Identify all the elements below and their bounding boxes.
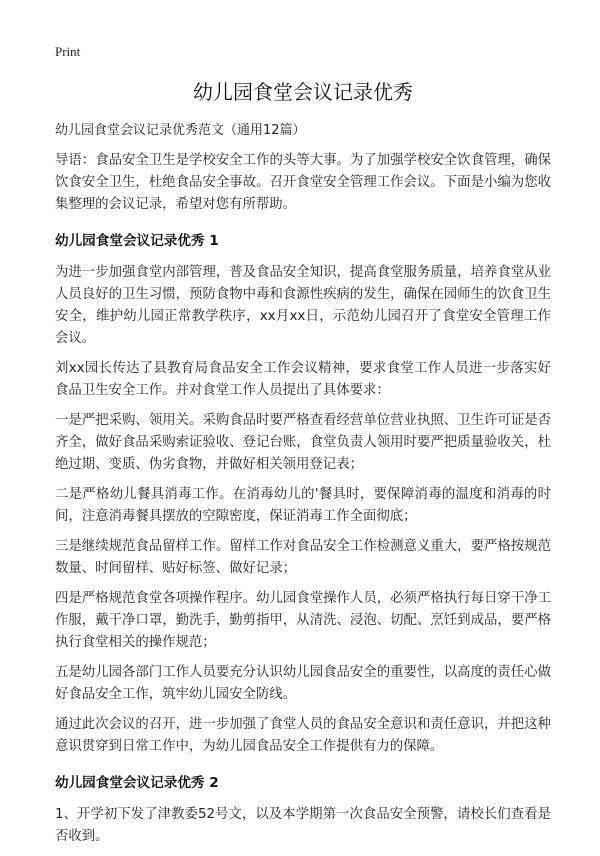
section-heading-1: 幼儿园食堂会议记录优秀 1 (55, 233, 219, 249)
document-subtitle: 幼儿园食堂会议记录优秀范文（通用12篇） (55, 123, 306, 138)
section-1-paragraph: 刘xx园长传达了县教育局食品安全工作会议精神，要求食堂工作人员进一步落实好食品卫生安全工作。并对食堂工作人员提出了具体要求： (55, 361, 551, 398)
section-1-paragraph: 五是幼儿园各部门工作人员要充分认识幼儿园食品安全的重要性，以高度的责任心做好食品安全工作，筑牢幼儿园安全防线。 (55, 665, 551, 702)
section-1-paragraph: 三是继续规范食品留样工作。留样工作对食品安全工作检测意义重大，要严格按规范数量、时间留样、贴好标签、做好记录； (55, 539, 551, 576)
page-title: 幼儿园食堂会议记录优秀 (193, 80, 413, 104)
section-1-paragraph: 为进一步加强食堂内部管理，普及食品安全知识，提高食堂服务质量，培养食堂从业人员良好的卫生习惯，预防食物中毒和食源性疾病的发生，确保在园师生的饮食卫生安全，维护幼儿园正常教学秩序，xx月xx日，示范幼儿园召开了食堂安全管理工作会议。 (55, 265, 551, 346)
section-1-paragraph: 通过此次会议的召开，进一步加强了食堂人员的食品安全意识和责任意识，并把这种意识贯穿到日常工作中，为幼儿园食品安全工作提供有力的保障。 (55, 717, 551, 754)
section-1-paragraph: 一是严把采购、领用关。采购食品时要严格查看经营单位营业执照、卫生许可证是否齐全，做好食品采购索证验收、登记台账，食堂负责人领用时要严把质量验收关，杜绝过期、变质、伪劣食物，并做好相关领用登记表； (55, 413, 551, 472)
print-link[interactable]: Print (55, 44, 81, 59)
section-1-paragraph: 四是严格规范食堂各项操作程序。幼儿园食堂操作人员，必须严格执行每日穿干净工作服，戴干净口罩，勤洗手，勤剪指甲，从清洗、浸泡、切配、烹饪到成品，要严格执行食堂相关的操作规范； (55, 591, 551, 650)
section-2-paragraph: 1、开学初下发了津教委52号文，以及本学期第一次食品安全预警，请校长们查看是否收到。 (55, 807, 551, 844)
section-1-paragraph: 二是严格幼儿餐具消毒工作。在消毒幼儿的'餐具时，要保障消毒的温度和消毒的时间，注意消毒餐具摆放的空隙密度，保证消毒工作全面彻底； (55, 487, 551, 524)
intro-paragraph: 导语：食品安全卫生是学校安全工作的头等大事。为了加强学校安全饮食管理，确保饮食安全卫生，杜绝食品安全事故。召开食堂安全管理工作会议。下面是小编为您收集整理的会议记录，希望对您有所帮助。 (55, 153, 551, 212)
section-heading-2: 幼儿园食堂会议记录优秀 2 (55, 775, 219, 791)
document (55, 78, 551, 856)
